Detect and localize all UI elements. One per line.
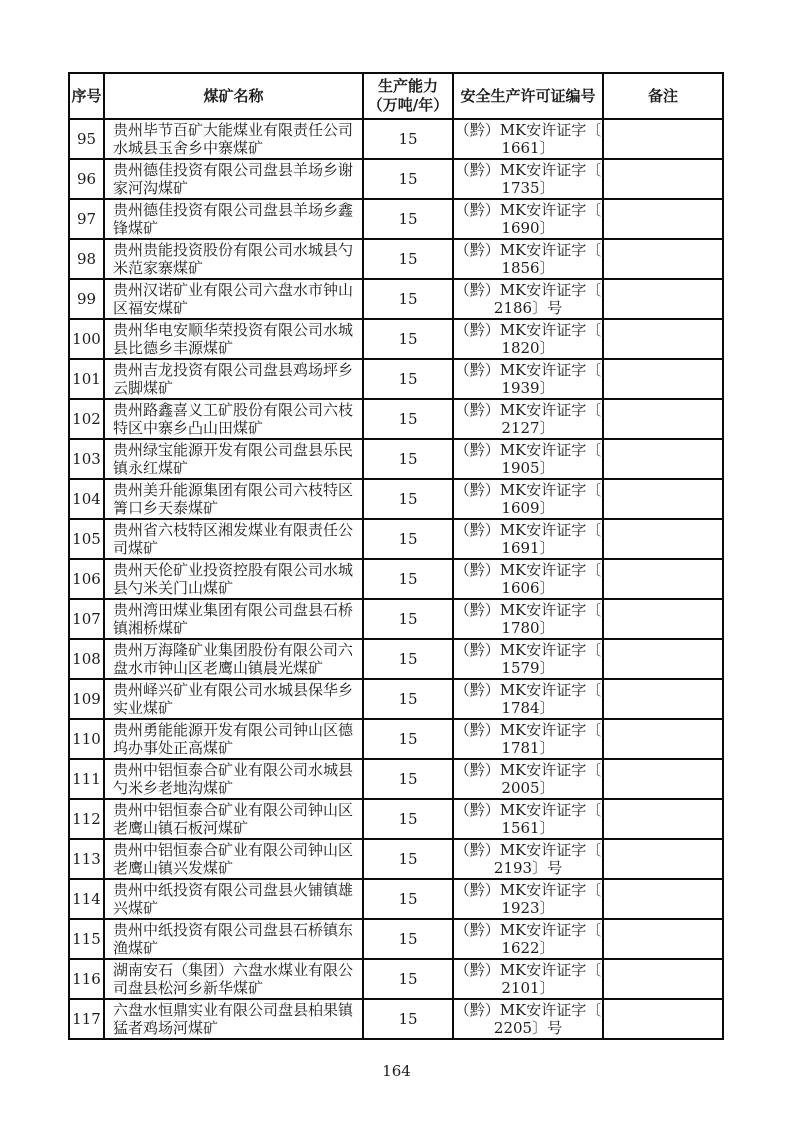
remark-cell <box>603 199 723 239</box>
header-capacity-line1: 生产能力 <box>377 77 438 95</box>
license-number: （黔）MK安许证字〔1690〕 <box>454 201 602 237</box>
capacity-value: 15 <box>363 199 453 239</box>
license-number: （黔）MK安许证字〔2186〕号 <box>454 281 602 317</box>
header-remark: 备注 <box>603 73 723 119</box>
table-row <box>69 319 723 359</box>
mine-name: 贵州绿宝能源开发有限公司盘县乐民镇永红煤矿 <box>104 439 363 479</box>
mine-name: 贵州德佳投资有限公司盘县羊场乡谢家河沟煤矿 <box>104 159 363 199</box>
mine-name: 贵州万海隆矿业集团股份有限公司六盘水市钟山区老鹰山镇晨光煤矿 <box>104 639 363 679</box>
table-row <box>69 279 723 319</box>
table-row <box>69 799 723 839</box>
license-number: （黔）MK安许证字〔1691〕 <box>454 521 602 557</box>
remark-cell <box>603 839 723 879</box>
remark-cell <box>603 719 723 759</box>
capacity-value: 15 <box>363 999 453 1039</box>
table-row <box>69 599 723 639</box>
license-number: （黔）MK安许证字〔1661〕 <box>454 121 602 157</box>
header-index: 序号 <box>69 73 104 119</box>
table-row <box>69 959 723 999</box>
table-row <box>69 919 723 959</box>
capacity-value: 15 <box>363 679 453 719</box>
table-row <box>69 239 723 279</box>
remark-cell <box>603 239 723 279</box>
remark-cell <box>603 599 723 639</box>
row-serial-number: 99 <box>69 279 104 319</box>
capacity-value: 15 <box>363 559 453 599</box>
table-row <box>69 519 723 559</box>
row-serial-number: 114 <box>69 879 104 919</box>
capacity-value: 15 <box>363 119 453 159</box>
row-serial-number: 108 <box>69 639 104 679</box>
capacity-value: 15 <box>363 799 453 839</box>
license-number: （黔）MK安许证字〔1735〕 <box>454 161 602 197</box>
table-row <box>69 719 723 759</box>
row-serial-number: 96 <box>69 159 104 199</box>
license-number: （黔）MK安许证字〔1784〕 <box>454 681 602 717</box>
capacity-value: 15 <box>363 839 453 879</box>
mine-name: 贵州中纸投资有限公司盘县石桥镇东渔煤矿 <box>104 919 363 959</box>
row-serial-number: 116 <box>69 959 104 999</box>
table-row <box>69 679 723 719</box>
table-row <box>69 399 723 439</box>
remark-cell <box>603 799 723 839</box>
table-row <box>69 879 723 919</box>
table-header-row <box>69 73 723 119</box>
remark-cell <box>603 359 723 399</box>
capacity-value: 15 <box>363 439 453 479</box>
license-number: （黔）MK安许证字〔2101〕 <box>454 961 602 997</box>
table-row <box>69 479 723 519</box>
page-number: 164 <box>382 1062 411 1080</box>
mine-name: 贵州毕节百矿大能煤业有限责任公司水城县玉舍乡中寨煤矿 <box>104 119 363 159</box>
capacity-value: 15 <box>363 919 453 959</box>
row-serial-number: 104 <box>69 479 104 519</box>
remark-cell <box>603 959 723 999</box>
mine-name: 贵州汉诺矿业有限公司六盘水市钟山区福安煤矿 <box>104 279 363 319</box>
mine-name: 贵州湾田煤业集团有限公司盘县石桥镇湘桥煤矿 <box>104 599 363 639</box>
header-mine-name: 煤矿名称 <box>104 73 363 119</box>
table-body <box>69 119 723 1039</box>
row-serial-number: 113 <box>69 839 104 879</box>
mine-name: 贵州吉龙投资有限公司盘县鸡场坪乡云脚煤矿 <box>104 359 363 399</box>
capacity-value: 15 <box>363 879 453 919</box>
row-serial-number: 97 <box>69 199 104 239</box>
capacity-value: 15 <box>363 959 453 999</box>
table-row <box>69 839 723 879</box>
remark-cell <box>603 319 723 359</box>
mine-name: 贵州中铝恒泰合矿业有限公司钟山区老鹰山镇石板河煤矿 <box>104 799 363 839</box>
capacity-value: 15 <box>363 719 453 759</box>
capacity-value: 15 <box>363 279 453 319</box>
license-number: （黔）MK安许证字〔1939〕 <box>454 361 602 397</box>
license-number: （黔）MK安许证字〔1923〕 <box>454 881 602 917</box>
license-number: （黔）MK安许证字〔1561〕 <box>454 801 602 837</box>
license-number: （黔）MK安许证字〔1905〕 <box>454 441 602 477</box>
mine-name: 贵州中纸投资有限公司盘县火铺镇雄兴煤矿 <box>104 879 363 919</box>
license-number: （黔）MK安许证字〔2193〕号 <box>454 841 602 877</box>
mine-name: 贵州德佳投资有限公司盘县羊场乡鑫锋煤矿 <box>104 199 363 239</box>
license-number: （黔）MK安许证字〔1781〕 <box>454 721 602 757</box>
row-serial-number: 117 <box>69 999 104 1039</box>
capacity-value: 15 <box>363 479 453 519</box>
capacity-value: 15 <box>363 319 453 359</box>
remark-cell <box>603 479 723 519</box>
license-number: （黔）MK安许证字〔1622〕 <box>454 921 602 957</box>
license-number: （黔）MK安许证字〔1780〕 <box>454 601 602 637</box>
table-row <box>69 159 723 199</box>
remark-cell <box>603 559 723 599</box>
row-serial-number: 102 <box>69 399 104 439</box>
table-row <box>69 639 723 679</box>
remark-cell <box>603 279 723 319</box>
row-serial-number: 106 <box>69 559 104 599</box>
remark-cell <box>603 879 723 919</box>
license-number: （黔）MK安许证字〔2205〕号 <box>454 1001 602 1037</box>
row-serial-number: 100 <box>69 319 104 359</box>
row-serial-number: 111 <box>69 759 104 799</box>
table-row <box>69 999 723 1039</box>
remark-cell <box>603 439 723 479</box>
capacity-value: 15 <box>363 599 453 639</box>
table-row <box>69 559 723 599</box>
mine-name: 贵州中铝恒泰合矿业有限公司水城县勺米乡老地沟煤矿 <box>104 759 363 799</box>
row-serial-number: 105 <box>69 519 104 559</box>
header-capacity <box>363 73 453 119</box>
mine-name: 贵州路鑫喜义工矿股份有限公司六枝特区中寨乡凸山田煤矿 <box>104 399 363 439</box>
mine-name: 贵州天伦矿业投资控股有限公司水城县勺米关门山煤矿 <box>104 559 363 599</box>
table-row <box>69 199 723 239</box>
table-row <box>69 359 723 399</box>
license-number: （黔）MK安许证字〔2005〕 <box>454 761 602 797</box>
capacity-value: 15 <box>363 159 453 199</box>
capacity-value: 15 <box>363 399 453 439</box>
row-serial-number: 95 <box>69 119 104 159</box>
row-serial-number: 101 <box>69 359 104 399</box>
row-serial-number: 107 <box>69 599 104 639</box>
remark-cell <box>603 999 723 1039</box>
mine-name: 六盘水恒鼎实业有限公司盘县柏果镇猛者鸡场河煤矿 <box>104 999 363 1039</box>
remark-cell <box>603 919 723 959</box>
mine-name: 贵州美升能源集团有限公司六枝特区箐口乡天泰煤矿 <box>104 479 363 519</box>
remark-cell <box>603 119 723 159</box>
license-number: （黔）MK安许证字〔1606〕 <box>454 561 602 597</box>
table-row <box>69 439 723 479</box>
license-number: （黔）MK安许证字〔2127〕 <box>454 401 602 437</box>
capacity-value: 15 <box>363 639 453 679</box>
table-row <box>69 759 723 799</box>
remark-cell <box>603 159 723 199</box>
capacity-value: 15 <box>363 239 453 279</box>
mine-name: 贵州贵能投资股份有限公司水城县勺米范家寨煤矿 <box>104 239 363 279</box>
coal-mine-table <box>68 72 724 1040</box>
mine-name: 贵州中铝恒泰合矿业有限公司钟山区老鹰山镇兴发煤矿 <box>104 839 363 879</box>
mine-name: 贵州省六枝特区湘发煤业有限责任公司煤矿 <box>104 519 363 559</box>
license-number: （黔）MK安许证字〔1820〕 <box>454 321 602 357</box>
remark-cell <box>603 759 723 799</box>
header-capacity-line2: （万吨/年） <box>367 96 449 114</box>
mine-name: 贵州华电安顺华荣投资有限公司水城县比德乡丰源煤矿 <box>104 319 363 359</box>
mine-name: 贵州勇能能源开发有限公司钟山区德坞办事处正高煤矿 <box>104 719 363 759</box>
license-number: （黔）MK安许证字〔1609〕 <box>454 481 602 517</box>
row-serial-number: 98 <box>69 239 104 279</box>
remark-cell <box>603 679 723 719</box>
remark-cell <box>603 399 723 439</box>
table-row <box>69 119 723 159</box>
capacity-value: 15 <box>363 519 453 559</box>
license-number: （黔）MK安许证字〔1856〕 <box>454 241 602 277</box>
mine-name: 贵州峄兴矿业有限公司水城县保华乡实业煤矿 <box>104 679 363 719</box>
mine-name: 湖南安石（集团）六盘水煤业有限公司盘县松河乡新华煤矿 <box>104 959 363 999</box>
row-serial-number: 110 <box>69 719 104 759</box>
row-serial-number: 103 <box>69 439 104 479</box>
capacity-value: 15 <box>363 359 453 399</box>
row-serial-number: 109 <box>69 679 104 719</box>
license-number: （黔）MK安许证字〔1579〕 <box>454 641 602 677</box>
header-license-number: 安全生产许可证编号 <box>453 73 603 119</box>
remark-cell <box>603 519 723 559</box>
remark-cell <box>603 639 723 679</box>
row-serial-number: 115 <box>69 919 104 959</box>
capacity-value: 15 <box>363 759 453 799</box>
row-serial-number: 112 <box>69 799 104 839</box>
